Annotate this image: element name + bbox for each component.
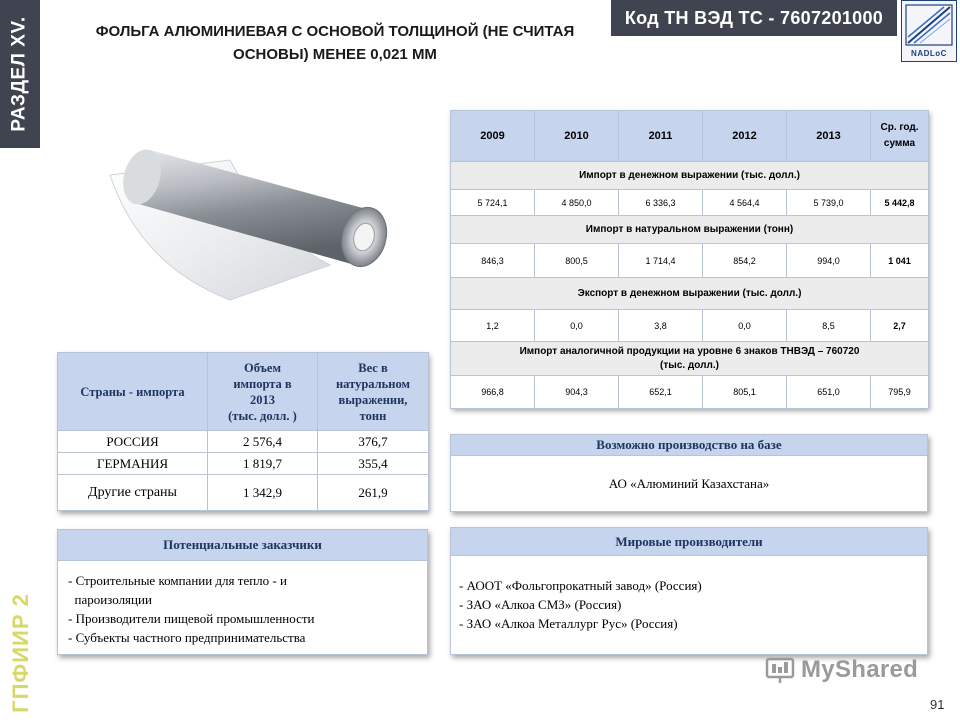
list-item: - Производители пищевой промышленности	[68, 611, 315, 626]
values-row	[451, 244, 929, 278]
avg-value-cell: 795,9	[871, 376, 929, 409]
volume-header-line: Объем	[243, 360, 281, 375]
list-item: пароизоляции	[68, 592, 152, 607]
value-cell: 805,1	[703, 376, 787, 409]
section-title-line-2: (тыс. долл.)	[660, 359, 719, 371]
page-title	[65, 20, 605, 66]
weight-header-line: тонн	[359, 408, 387, 423]
section-label: РАЗДЕЛ XV.	[9, 16, 31, 132]
weight-cell: 376,7	[318, 431, 429, 453]
value-cell: 0,0	[535, 310, 619, 342]
year-cell: 2012	[703, 111, 787, 162]
possible-production-title: Возможно производство на базе	[451, 435, 927, 456]
watermark-text: MyShared	[801, 656, 919, 683]
country-cell: Другие страны	[58, 475, 208, 511]
potential-customers-box	[57, 529, 428, 655]
value-cell: 1 714,4	[619, 244, 703, 278]
weight-header-line: натуральном	[335, 376, 411, 391]
value-cell: 0,0	[703, 310, 787, 342]
value-cell: 8,5	[787, 310, 871, 342]
weight-cell: 261,9	[318, 475, 429, 511]
section-row	[451, 342, 929, 376]
table-row	[58, 475, 429, 511]
volume-header	[208, 353, 318, 431]
volume-header-line: (тыс. долл. )	[228, 408, 297, 423]
section-title: Экспорт в денежном выражении (тыс. долл.)	[451, 278, 929, 310]
possible-production-box	[450, 434, 928, 512]
avg-label-line-1: Ср. год.	[880, 122, 919, 133]
weight-header-line: Вес в	[358, 360, 388, 375]
weight-header	[318, 353, 429, 431]
volume-cell: 2 576,4	[208, 431, 318, 453]
value-cell: 651,0	[787, 376, 871, 409]
section-tab	[0, 0, 40, 148]
logo-text: NADLoC	[911, 49, 947, 58]
world-producers-title: Мировые производители	[451, 528, 927, 556]
value-cell: 854,2	[703, 244, 787, 278]
section-title: Импорт в натуральном выражении (тонн)	[451, 216, 929, 244]
values-row	[451, 190, 929, 216]
value-cell: 652,1	[619, 376, 703, 409]
side-logo-text: ГПФИИР 2	[8, 592, 33, 713]
list-item: - АООТ «Фольгопрокатный завод» (Россия)	[459, 578, 702, 593]
avg-label-line-2: сумма	[883, 138, 916, 149]
year-cell: 2009	[451, 111, 535, 162]
value-cell: 3,8	[619, 310, 703, 342]
section-title: Импорт в денежном выражении (тыс. долл.)	[451, 162, 929, 190]
avg-header-cell	[871, 111, 929, 162]
statistics-table	[450, 110, 928, 408]
country-cell: ГЕРМАНИЯ	[58, 453, 208, 475]
side-logo	[8, 590, 34, 715]
table-row	[58, 431, 429, 453]
section-row	[451, 162, 929, 190]
value-cell: 4 564,4	[703, 190, 787, 216]
avg-value-cell: 1 041	[871, 244, 929, 278]
nadloc-logo	[901, 0, 957, 62]
value-cell: 1,2	[451, 310, 535, 342]
year-cell: 2013	[787, 111, 871, 162]
page-number: 91	[930, 697, 945, 712]
value-cell: 994,0	[787, 244, 871, 278]
volume-header-line: импорта в	[233, 376, 292, 391]
title-line-1: ФОЛЬГА АЛЮМИНИЕВАЯ С ОСНОВОЙ ТОЛЩИНОЙ (НЕ СЧИТАЯ	[95, 23, 575, 40]
avg-value-cell: 5 442,8	[871, 190, 929, 216]
volume-cell: 1 342,9	[208, 475, 318, 511]
values-row	[451, 376, 929, 409]
weight-cell: 355,4	[318, 453, 429, 475]
avg-value-cell: 2,7	[871, 310, 929, 342]
value-cell: 5 724,1	[451, 190, 535, 216]
potential-customers-title: Потенциальные заказчики	[58, 530, 427, 561]
value-cell: 966,8	[451, 376, 535, 409]
possible-production-text: АО «Алюминий Казахстана»	[608, 476, 770, 491]
list-item: - ЗАО «Алкоа СМЗ» (Россия)	[459, 597, 622, 612]
presentation-icon	[765, 655, 795, 685]
value-cell: 800,5	[535, 244, 619, 278]
value-cell: 904,3	[535, 376, 619, 409]
section-title	[451, 342, 929, 376]
logo-mark-icon	[902, 1, 956, 49]
weight-header-line: выражении,	[338, 392, 408, 407]
world-producers-box	[450, 527, 928, 655]
section-row	[451, 278, 929, 310]
watermark	[765, 655, 918, 685]
list-item: - Субъекты частного предпринимательства	[68, 630, 306, 645]
year-cell: 2010	[535, 111, 619, 162]
section-row	[451, 216, 929, 244]
country-cell: РОССИЯ	[58, 431, 208, 453]
value-cell: 5 739,0	[787, 190, 871, 216]
value-cell: 6 336,3	[619, 190, 703, 216]
section-title-line-1: Импорт аналогичной продукции на уровне 6 знаков ТНВЭД – 760720	[519, 345, 860, 357]
year-cell: 2011	[619, 111, 703, 162]
countries-header-row	[58, 353, 429, 431]
country-header: Страны - импорта	[58, 353, 208, 431]
volume-header-line: 2013	[250, 392, 275, 407]
title-line-2: ОСНОВЫ) МЕНЕЕ 0,021 ММ	[233, 46, 437, 63]
value-cell: 846,3	[451, 244, 535, 278]
countries-table	[57, 352, 428, 511]
value-cell: 4 850,0	[535, 190, 619, 216]
volume-cell: 1 819,7	[208, 453, 318, 475]
list-item: - ЗАО «Алкоа Металлург Рус» (Россия)	[459, 616, 678, 631]
list-item: - Строительные компании для тепло - и	[68, 573, 287, 588]
foil-roll-image	[80, 115, 420, 315]
code-box: Код ТН ВЭД ТС - 7607201000	[611, 0, 897, 36]
values-row	[451, 310, 929, 342]
table-row	[58, 453, 429, 475]
years-row	[451, 111, 929, 162]
